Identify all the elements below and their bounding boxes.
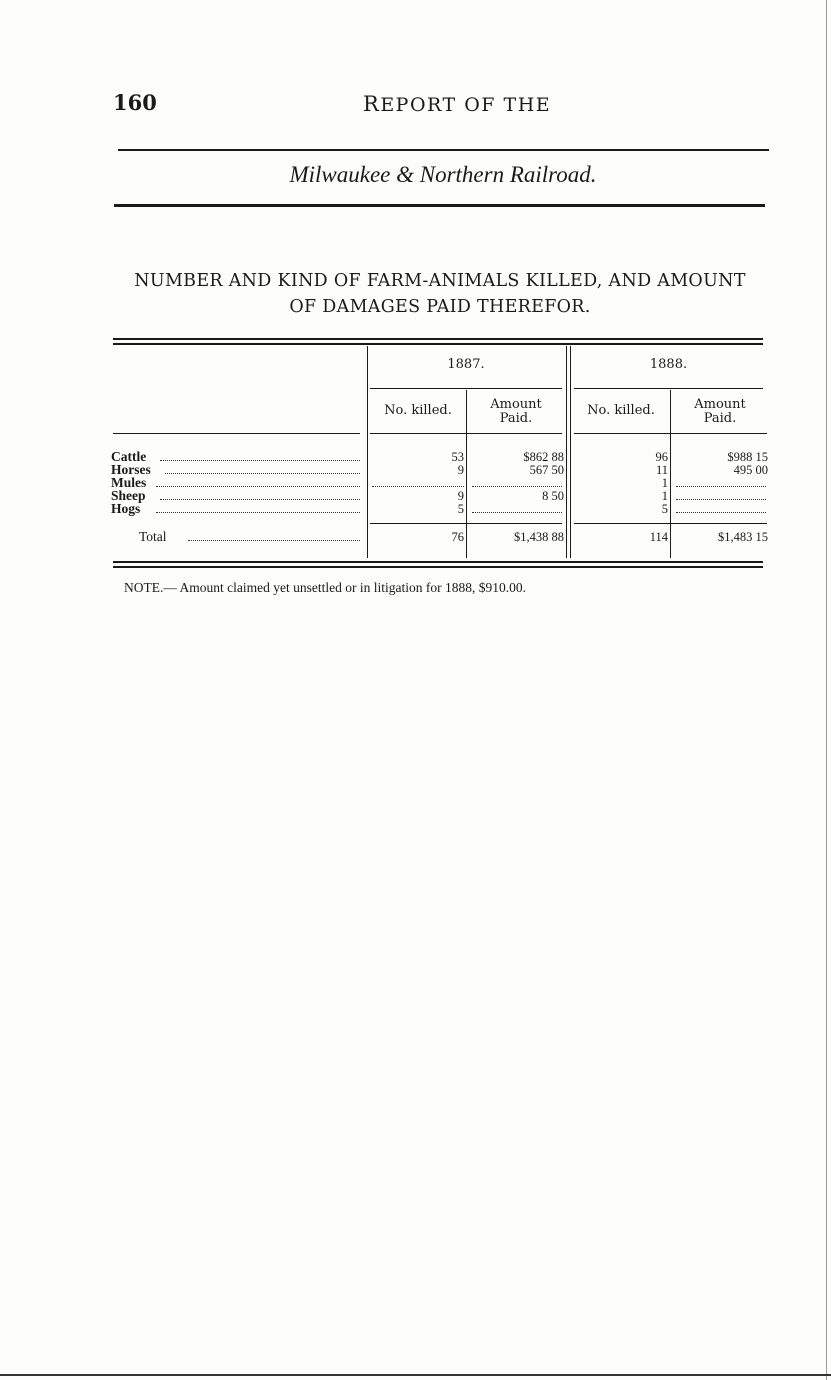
total-rule-1887: [370, 523, 562, 524]
cell-sheep-amount-1887: 8 50: [542, 489, 564, 503]
page-number: 160: [113, 90, 157, 115]
cell-sheep-killed-1887: 9: [457, 489, 464, 503]
year-rule-1887: [370, 388, 562, 389]
amount-heading-1888-line-2: Paid.: [703, 411, 737, 426]
empty-cell-dots: [372, 486, 464, 487]
cell-cattle-killed-1888: 96: [655, 450, 668, 464]
col-divider-year-a: [566, 346, 567, 558]
header-bottom-rule-1887: [370, 433, 562, 434]
row-label-mules: Mules: [111, 475, 147, 490]
row-label-hogs: Hogs: [111, 501, 141, 516]
cell-total-killed-1888: 114: [649, 530, 668, 544]
header-rule-bottom: [114, 204, 765, 207]
amount-heading-1887: [468, 398, 564, 426]
year-rule-1888: [574, 388, 763, 389]
table-bottom-rule-1: [113, 561, 763, 563]
amount-heading-1887-line-2: Paid.: [499, 411, 533, 426]
empty-cell-dots: [472, 486, 562, 487]
leader-dots: [156, 486, 360, 487]
empty-cell-dots: [676, 499, 766, 500]
table-bottom-rule-2: [113, 566, 763, 568]
cell-cattle-amount-1887: $862 88: [523, 450, 564, 464]
year-heading-1887: 1887.: [447, 357, 485, 372]
col-divider-stub: [367, 346, 368, 558]
table-top-rule-1: [113, 338, 763, 340]
row-label-sheep: Sheep: [111, 488, 146, 503]
empty-cell-dots: [676, 486, 766, 487]
table-title: [108, 268, 772, 320]
total-rule-1888: [574, 523, 767, 524]
amount-heading-1887-line-1: Amount: [490, 397, 542, 412]
table-top-rule-2: [113, 343, 763, 345]
cell-hogs-killed-1887: 5: [457, 502, 464, 516]
page-edge-right: [826, 0, 827, 1380]
empty-cell-dots: [676, 512, 766, 513]
cell-total-killed-1887: 76: [451, 530, 464, 544]
cell-total-amount-1887: $1,438 88: [514, 530, 564, 544]
row-label-horses: Horses: [111, 462, 151, 477]
amount-heading-1888: [672, 398, 768, 426]
page-edge-bottom: [0, 1374, 831, 1376]
cell-horses-amount-1888: 495 00: [733, 463, 768, 477]
leader-dots: [165, 473, 360, 474]
table-note: NOTE.— Amount claimed yet unsettled or in litigation for 1888, $910.00.: [124, 580, 526, 595]
table-title-line-1: NUMBER AND KIND OF FARM-ANIMALS KILLED, AND AMOUNT: [134, 271, 746, 291]
no-killed-heading-1887: No. killed.: [384, 403, 452, 418]
col-divider-1888: [670, 390, 671, 558]
table-title-line-2: OF DAMAGES PAID THEREFOR.: [289, 297, 591, 317]
leader-dots: [160, 499, 360, 500]
col-divider-year-b: [570, 346, 571, 558]
col-divider-1887: [466, 390, 467, 558]
amount-heading-1888-line-1: Amount: [694, 397, 746, 412]
cell-hogs-killed-1888: 5: [661, 502, 668, 516]
leader-dots: [156, 512, 360, 513]
running-title: [363, 92, 551, 116]
cell-cattle-killed-1887: 53: [451, 450, 464, 464]
header-rule-top: [118, 149, 769, 151]
running-title-initial: R: [363, 92, 381, 116]
header-bottom-rule-1888: [574, 433, 767, 434]
cell-sheep-killed-1888: 1: [661, 489, 668, 503]
leader-dots: [188, 540, 360, 541]
cell-cattle-amount-1888: $988 15: [727, 450, 768, 464]
no-killed-heading-1888: No. killed.: [587, 403, 655, 418]
empty-cell-dots: [472, 512, 562, 513]
cell-horses-amount-1887: 567 50: [529, 463, 564, 477]
row-label-total: Total: [139, 529, 167, 544]
cell-mules-killed-1888: 1: [661, 476, 668, 490]
header-bottom-rule-stub: [113, 433, 360, 434]
cell-total-amount-1888: $1,483 15: [718, 530, 768, 544]
running-title-rest: EPORT OF THE: [380, 94, 552, 116]
cell-horses-killed-1888: 11: [655, 463, 668, 477]
railroad-name: Milwaukee & Northern Railroad.: [289, 162, 597, 187]
year-heading-1888: 1888.: [649, 357, 688, 372]
cell-horses-killed-1887: 9: [457, 463, 464, 477]
row-label-cattle: Cattle: [111, 449, 147, 464]
leader-dots: [160, 460, 360, 461]
